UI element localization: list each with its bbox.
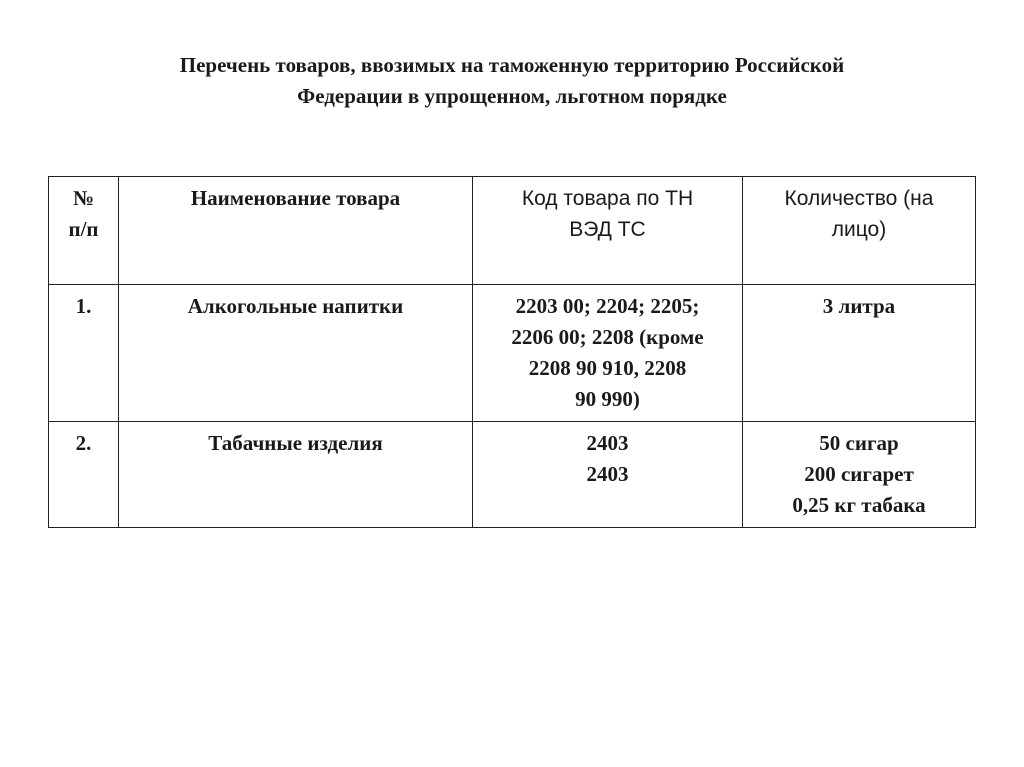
header-number-line: №	[72, 186, 95, 210]
code-line: 2403	[586, 431, 629, 455]
code-line: 2206 00; 2208 (кроме	[511, 325, 704, 349]
cell-number: 1.	[49, 285, 119, 422]
header-code	[473, 177, 743, 285]
goods-table	[48, 176, 976, 528]
title-line-2: Федерации в упрощенном, льготном порядке	[297, 84, 727, 108]
table-row	[49, 422, 976, 528]
header-number	[49, 177, 119, 285]
header-quantity-line: лицо)	[831, 218, 887, 241]
header-quantity	[743, 177, 976, 285]
cell-name: Алкогольные напитки	[119, 285, 473, 422]
code-line: 2403	[586, 462, 629, 486]
quantity-line: 50 сигар	[819, 431, 899, 455]
header-code-line: Код товара по ТН	[521, 187, 694, 210]
title-line-1: Перечень товаров, ввозимых на таможенную территорию Российской	[179, 53, 845, 77]
cell-number: 2.	[49, 422, 119, 528]
page-title	[60, 50, 964, 112]
quantity-line: 200 сигарет	[804, 462, 914, 486]
header-quantity-line: Количество (на	[784, 187, 934, 210]
quantity-line: 0,25 кг табака	[792, 493, 926, 517]
table-row	[49, 285, 976, 422]
header-name	[119, 177, 473, 285]
header-name-line: Наименование товара	[190, 186, 401, 210]
header-number-line: п/п	[68, 217, 99, 241]
code-line: 2203 00; 2204; 2205;	[515, 294, 700, 318]
code-line: 90 990)	[575, 387, 640, 411]
quantity-line: 3 литра	[822, 294, 896, 318]
code-line: 2208 90 910, 2208	[528, 356, 687, 380]
cell-quantity	[743, 422, 976, 528]
header-code-line: ВЭД ТС	[569, 218, 646, 241]
cell-code	[473, 422, 743, 528]
cell-code	[473, 285, 743, 422]
cell-quantity	[743, 285, 976, 422]
table-header-row	[49, 177, 976, 285]
cell-name: Табачные изделия	[119, 422, 473, 528]
